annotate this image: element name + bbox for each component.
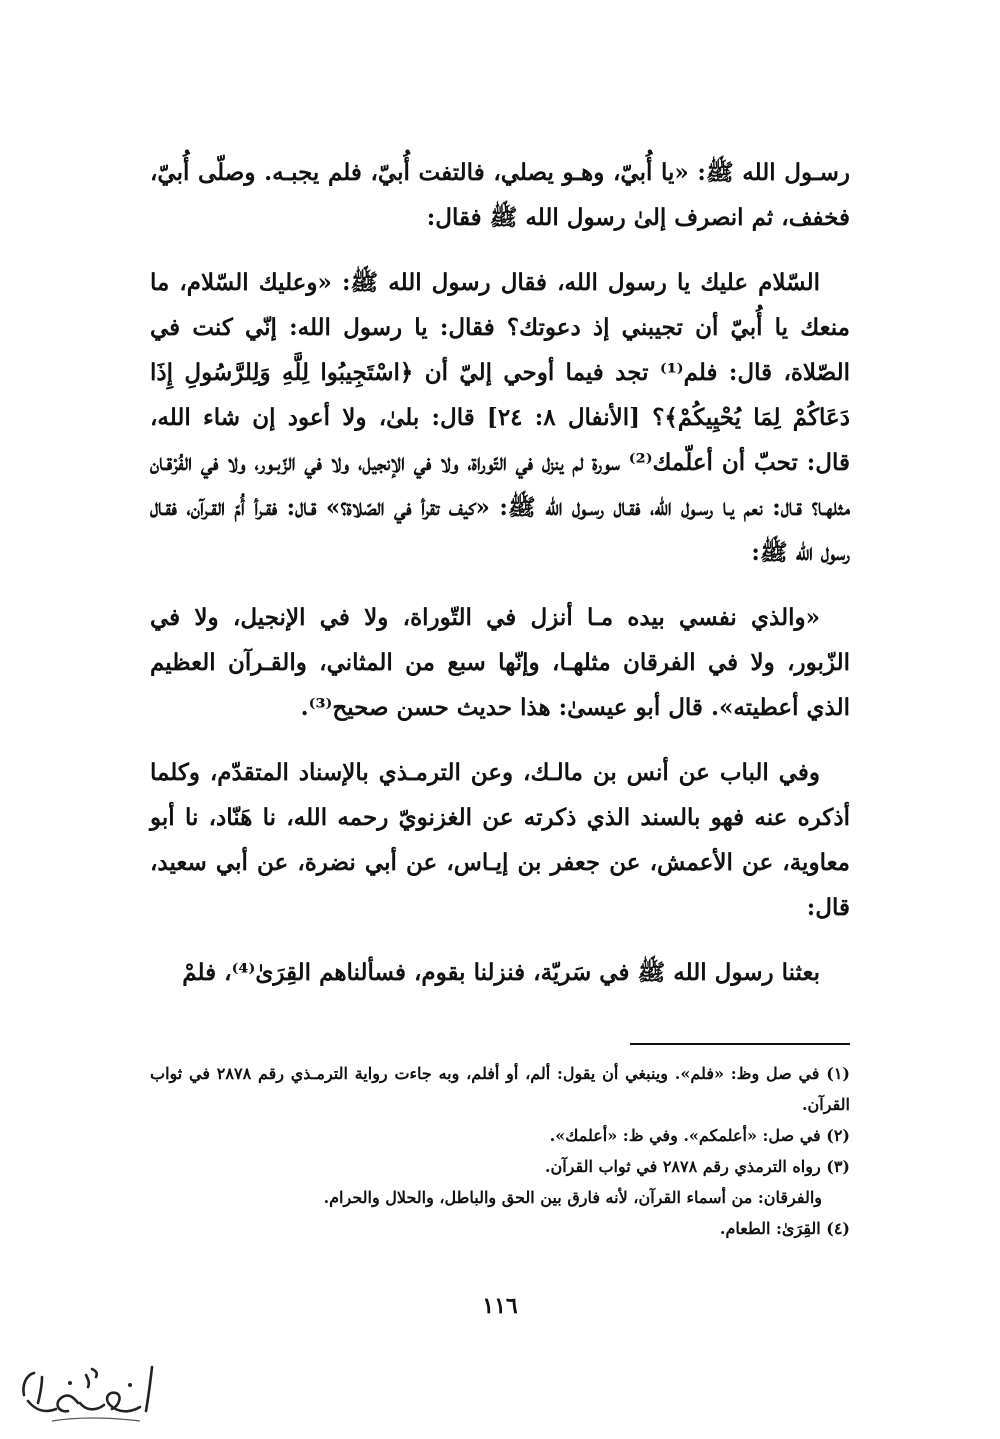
signature-underline (52, 1418, 140, 1421)
signature-dot (128, 1383, 132, 1387)
footnote-1: (١) في صل وظ: «فلم». وينبغي أن يقول: ألم، أو أفلم، وبه جاءت رواية الترمـذي رقم ٢٨٧٨ في ثواب القرآن. (150, 1064, 850, 1114)
paragraph-1: رسـول الله ﷺ: «يا أُبيّ، وهـو يصلي، فالتفت أُبيّ، فلم يجبـه. وصلّى أُبيّ، فخفف، ثم انصرف إلىٰ رسول الله ﷺ فقال: (150, 159, 850, 231)
paragraph-4: وفي الباب عن أنس بن مالـك، وعن الترمـذي بالإسناد المتقدّم، وكلما أذكره عنه فهو بالسند الذي ذكرته عن الغزنويّ رحمه الله، نا هَنّاد، نا أبو معاوية، عن الأعمش، عن جعفر بن إيـاس، عن أبي نضرة، عن أبي سعيد، قال: (150, 759, 850, 921)
footnote-divider (630, 1043, 850, 1045)
footnote-2: (٢) في صل: «أعلمكم». وفي ظ: «أعلمك». (549, 1126, 850, 1145)
footnote-3-note: والفرقان: من أسماء القرآن، لأنه فارق بين الحق والباطل، والحلال والحرام. (323, 1188, 822, 1207)
paragraph-2: السّلام عليك يا رسول الله، فقال رسول الله ﷺ: «وعليك السّلام، ما منعك يا أُبيّ أن تجيبني إذ دعوتك؟ فقال: يا رسول الله: إنّي كنت في الصّلاة، قال: فلم⁽¹⁾ تجد فيما أوحي إليّ أن ﴿اسْتَجِيبُوا لِلَّهِ وَلِلرَّسُولِ إِذَا دَعَاكُمْ لِمَا يُحْيِيكُمْ﴾؟ [الأنفال ٨: ٢٤] قال: بلىٰ، ولا أعود إن شاء الله، قال: تحبّ أن أعلّمك⁽²⁾ سورة لم ينزل في التّوراة، ولا في الإنجيل، ولا في الزّبـور، ولا في الفُرْقـان مثلهـا؟ قـال: نعم يـا رسـول الله، فقـال رسـول الله ﷺ: «كيف تقرأ في الصّلاة؟» قـال: فقـرأ أُمّ القـرآن، فقـال رسول الله ﷺ: (150, 269, 851, 566)
paragraph-5: بعثنا رسول الله ﷺ في سَريّة، فنزلنا بقوم، فسألناهم القِرَىٰ⁽⁴⁾، فلمْ (182, 959, 820, 986)
signature-dot (68, 1381, 72, 1385)
signature-stroke (23, 1367, 152, 1411)
footnotes-section (150, 1058, 850, 1244)
page-number: ١١٦ (482, 1293, 518, 1319)
footnote-3: (٣) رواه الترمذي رقم ٢٨٧٨ في ثواب القرآن. (544, 1157, 850, 1176)
publisher-signature-logo (12, 1355, 162, 1430)
footnote-4: (٤) القِرَىٰ: الطعام. (719, 1219, 850, 1238)
paragraph-3: «والذي نفسي بيده مـا أنزل في التّوراة، ولا في الإنجيل، ولا في الزّبور، ولا في الفرقان مثلهـا، وإنّها سبع من المثاني، والقـرآن العظيم الذي أعطيته». قال أبو عيسىٰ: هذا حديث حسن صحيح⁽³⁾. (150, 604, 850, 721)
main-text-body (150, 150, 850, 1015)
